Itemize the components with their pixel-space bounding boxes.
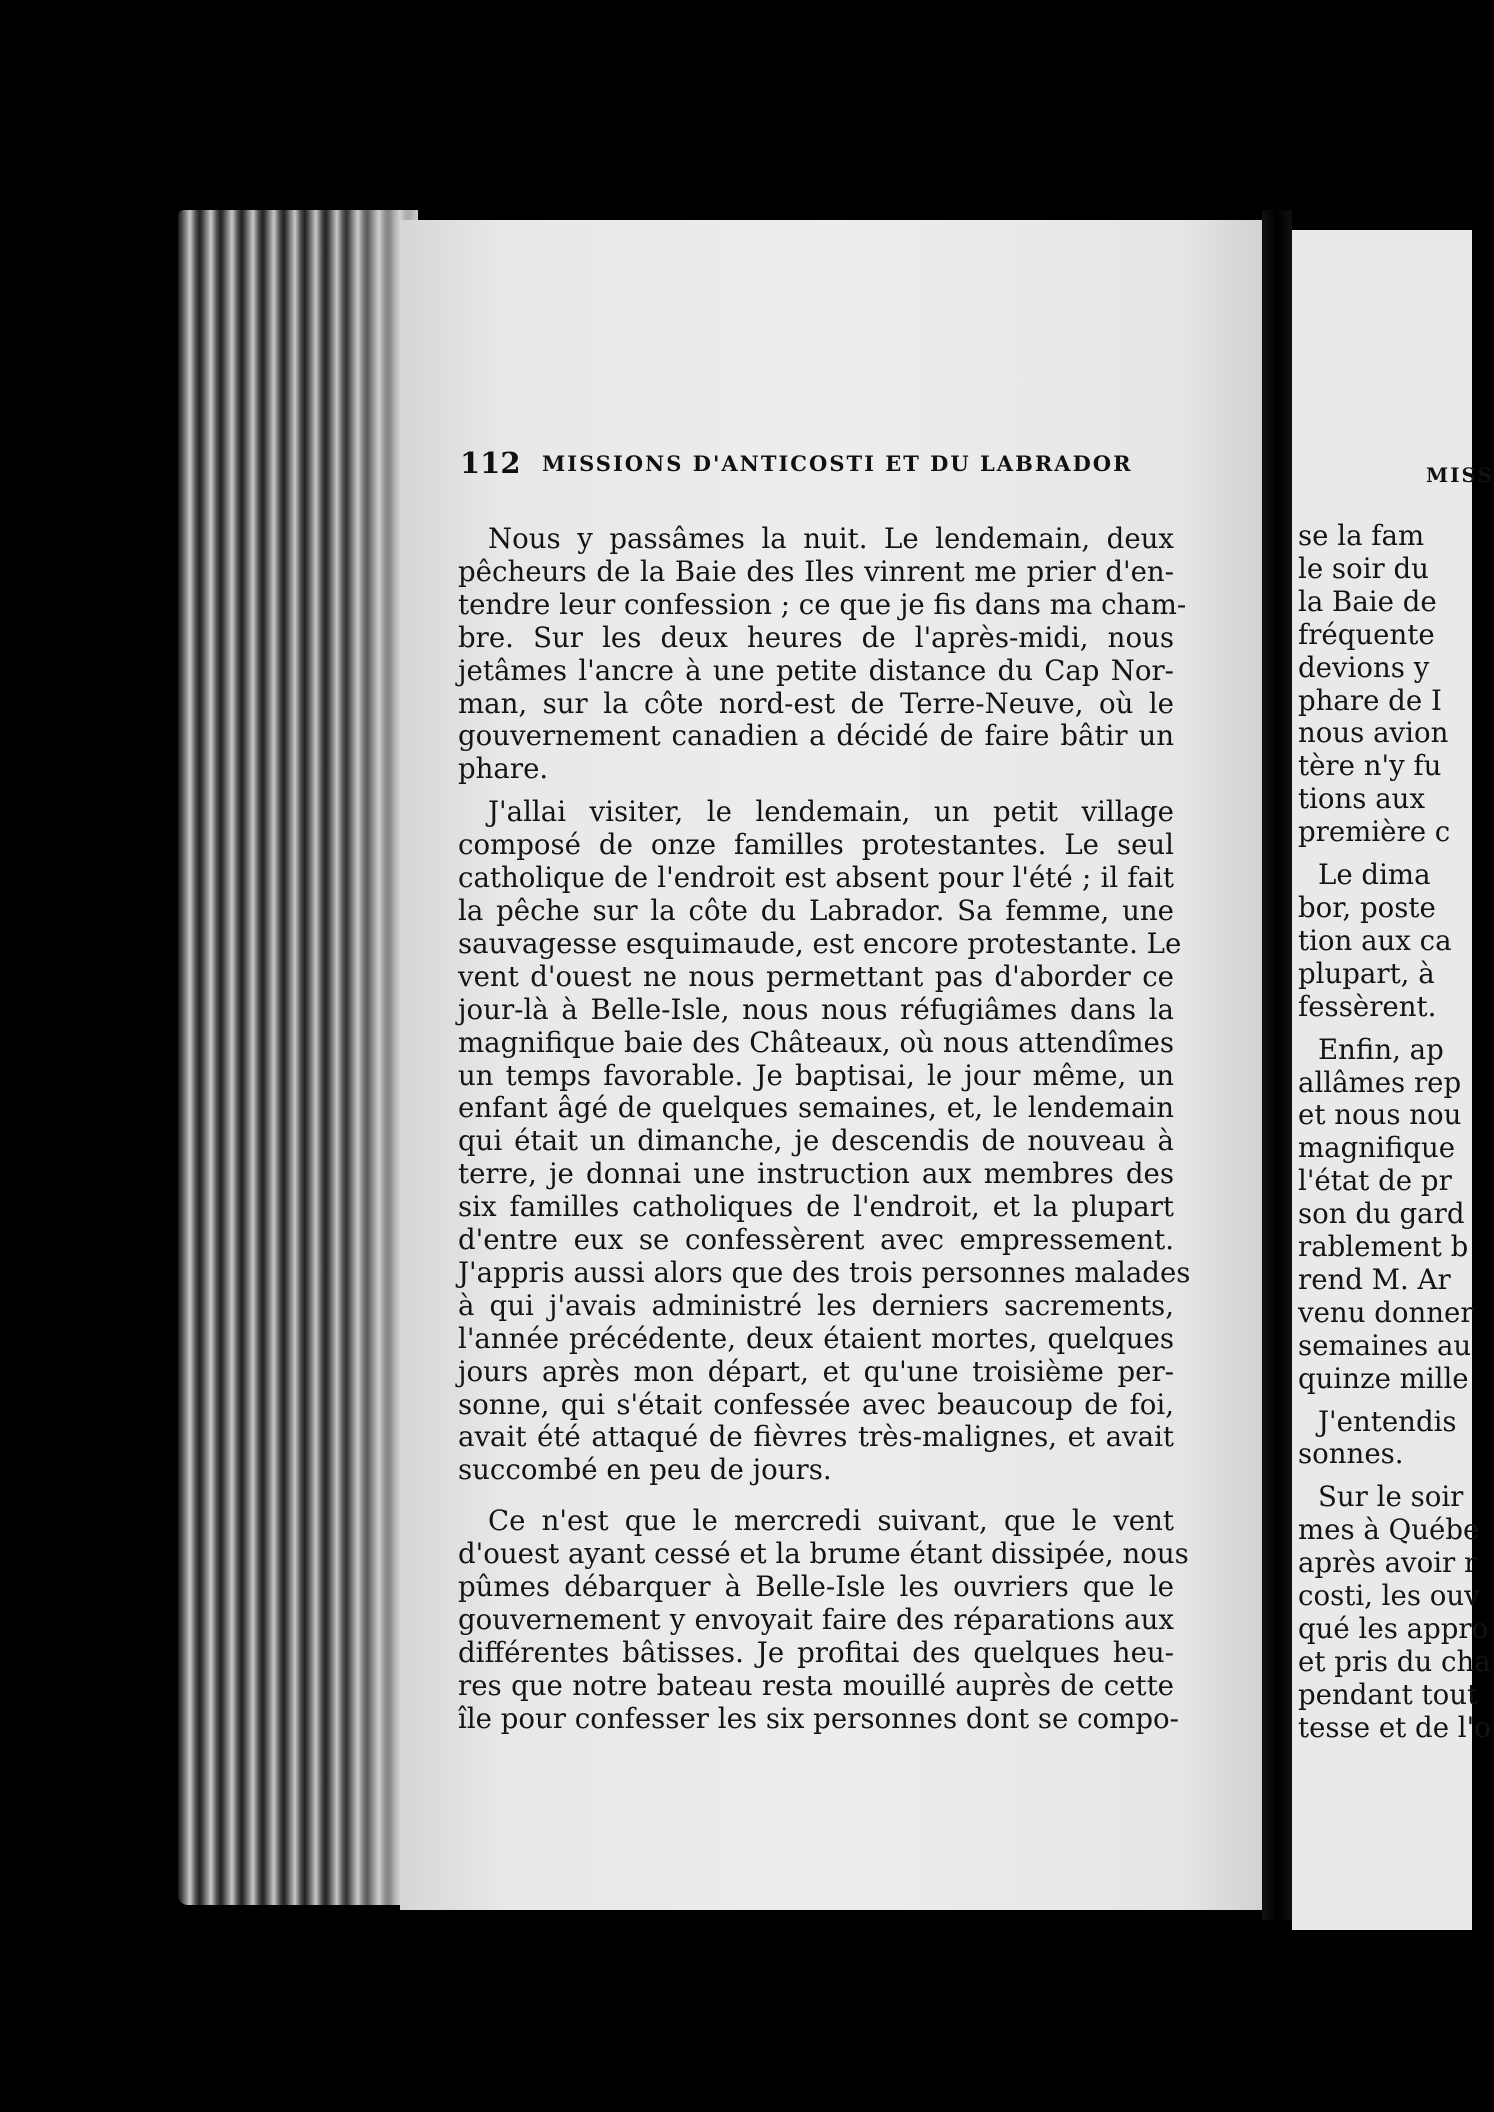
text-line: à qui j'avais administré les derniers sacrements, (458, 1288, 1174, 1322)
text-line-fragment: J'entendis (1318, 1404, 1457, 1438)
left-running-head (460, 446, 1230, 486)
text-line: Nous y passâmes la nuit. Le lendemain, deux (488, 522, 1174, 555)
text-line-fragment: mes à Québe (1298, 1513, 1480, 1547)
text-line-fragment: fessèrent. (1298, 989, 1437, 1023)
text-line-fragment: fréquente (1298, 617, 1435, 651)
text-line-fragment: et pris du cha (1298, 1644, 1491, 1678)
text-line: bre. Sur les deux heures de l'après-midi, nous (458, 620, 1174, 654)
text-line-fragment: son du gard (1298, 1197, 1465, 1231)
text-line: man, sur la côte nord-est de Terre-Neuve, où le (458, 686, 1174, 720)
book-gutter (1262, 210, 1292, 1920)
paragraph (458, 795, 1191, 1487)
text-line: sauvagesse esquimaude, est encore protestante. Le (458, 926, 1182, 960)
text-line-fragment: venu donner (1298, 1295, 1474, 1329)
text-line: vent d'ouest ne nous permettant pas d'aborder ce (458, 959, 1174, 993)
text-line: gouvernement y envoyait faire des réparations aux (458, 1603, 1174, 1636)
text-line-fragment: nous avion (1298, 716, 1449, 750)
text-line: Ce n'est que le mercredi suivant, que le vent (488, 1504, 1174, 1538)
text-line: un temps favorable. Je baptisai, le jour même, un (458, 1058, 1174, 1092)
book-fore-edge (178, 210, 418, 1905)
text-line: enfant âgé de quelques semaines, et, le lendemain (458, 1091, 1174, 1125)
text-line: pêcheurs de la Baie des Iles vinrent me prier d'en- (458, 554, 1174, 588)
text-line-fragment: la Baie de (1298, 584, 1437, 618)
text-line-fragment: et nous nou (1298, 1098, 1462, 1132)
text-line: jetâmes l'ancre à une petite distance du Cap Nor- (458, 653, 1174, 687)
text-line-fragment: tion aux ca (1298, 923, 1452, 957)
text-line-fragment: le soir du (1298, 551, 1429, 585)
text-line: différentes bâtisses. Je profitai des quelques heu- (458, 1635, 1174, 1669)
text-line: terre, je donnai une instruction aux membres des (458, 1157, 1174, 1191)
text-line-fragment: semaines au (1298, 1328, 1472, 1362)
page-number: 112 (460, 446, 521, 480)
text-line-fragment: sonnes. (1298, 1437, 1404, 1471)
text-line-fragment: tesse et de l'o (1298, 1710, 1491, 1744)
text-line: magnifique baie des Châteaux, où nous attendîmes (458, 1025, 1174, 1059)
text-line: J'allai visiter, le lendemain, un petit village (488, 795, 1174, 829)
paragraph (458, 522, 1187, 786)
text-line-fragment: pendant tout (1298, 1677, 1479, 1711)
text-line: d'entre eux se confessèrent avec empressement. (458, 1223, 1174, 1257)
text-line: catholique de l'endroit est absent pour l'été ; il fait (458, 861, 1174, 895)
paragraph-gap (458, 1487, 1174, 1505)
left-page-body-text (458, 522, 1191, 1736)
text-line: jours après mon départ, et qu'une troisième per- (458, 1354, 1174, 1388)
text-line-fragment: rablement b (1298, 1230, 1469, 1264)
text-line-fragment: qué les appro (1298, 1612, 1489, 1645)
text-line-fragment: allâmes rep (1298, 1065, 1462, 1099)
text-line-fragment: plupart, à (1298, 956, 1435, 990)
text-line: sonne, qui s'était confessée avec beaucoup de foi, (458, 1387, 1174, 1421)
text-line-fragment: magnifique (1298, 1131, 1456, 1165)
text-line-fragment: Le dima (1318, 858, 1431, 892)
text-line: composé de onze familles protestantes. Le seul (458, 828, 1174, 862)
text-line-fragment: quinze mille (1298, 1361, 1469, 1395)
running-head-title: MISSIONS D'ANTICOSTI ET DU LABRADOR (542, 451, 1133, 476)
text-line: phare. (458, 752, 549, 786)
text-line: pûmes débarquer à Belle-Isle les ouvriers que le (458, 1570, 1174, 1604)
text-line: J'appris aussi alors que des trois personnes malades (458, 1255, 1191, 1289)
text-line-fragment: première c (1298, 815, 1451, 849)
text-line-fragment: phare de I (1298, 683, 1442, 717)
text-line-fragment: Enfin, ap (1318, 1032, 1444, 1066)
text-line-fragment: se la fam (1298, 519, 1425, 552)
text-line: gouvernement canadien a décidé de faire bâtir un (458, 719, 1174, 753)
text-line-fragment: bor, poste (1298, 890, 1436, 924)
text-line: six familles catholiques de l'endroit, et la plupart (458, 1190, 1174, 1224)
text-line: la pêche sur la côte du Labrador. Sa femme, une (458, 893, 1174, 927)
text-line: d'ouest ayant cessé et la brume étant dissipée, nous (458, 1537, 1189, 1571)
text-line-fragment: devions y (1298, 650, 1430, 684)
text-line: l'année précédente, deux étaient mortes, quelques (458, 1321, 1174, 1355)
right-page-body-text (1298, 519, 1491, 1745)
text-line-fragment: rend M. Ar (1298, 1262, 1451, 1296)
text-line: succombé en peu de jours. (458, 1453, 832, 1487)
text-line: tendre leur confession ; ce que je fis dans ma cham- (458, 587, 1187, 621)
text-line-fragment: tère n'y fu (1298, 749, 1442, 783)
text-line: île pour confesser les six personnes dont se compo- (458, 1701, 1179, 1735)
right-running-head: MISS (1426, 463, 1494, 487)
text-line: qui était un dimanche, je descendis de nouveau à (458, 1124, 1174, 1158)
text-line: res que notre bateau resta mouillé auprès de cette (458, 1668, 1174, 1702)
text-line: jour-là à Belle-Isle, nous nous réfugiâmes dans la (458, 992, 1174, 1026)
text-line-fragment: l'état de pr (1298, 1164, 1452, 1198)
text-line-fragment: Sur le soir (1318, 1480, 1464, 1514)
text-line: avait été attaqué de fièvres très-malignes, et avait (458, 1420, 1174, 1454)
text-line-fragment: costi, les ouv (1298, 1579, 1480, 1613)
paragraph (458, 1504, 1189, 1735)
text-line-fragment: tions aux (1298, 782, 1426, 816)
text-line-fragment: après avoir r (1298, 1546, 1478, 1580)
